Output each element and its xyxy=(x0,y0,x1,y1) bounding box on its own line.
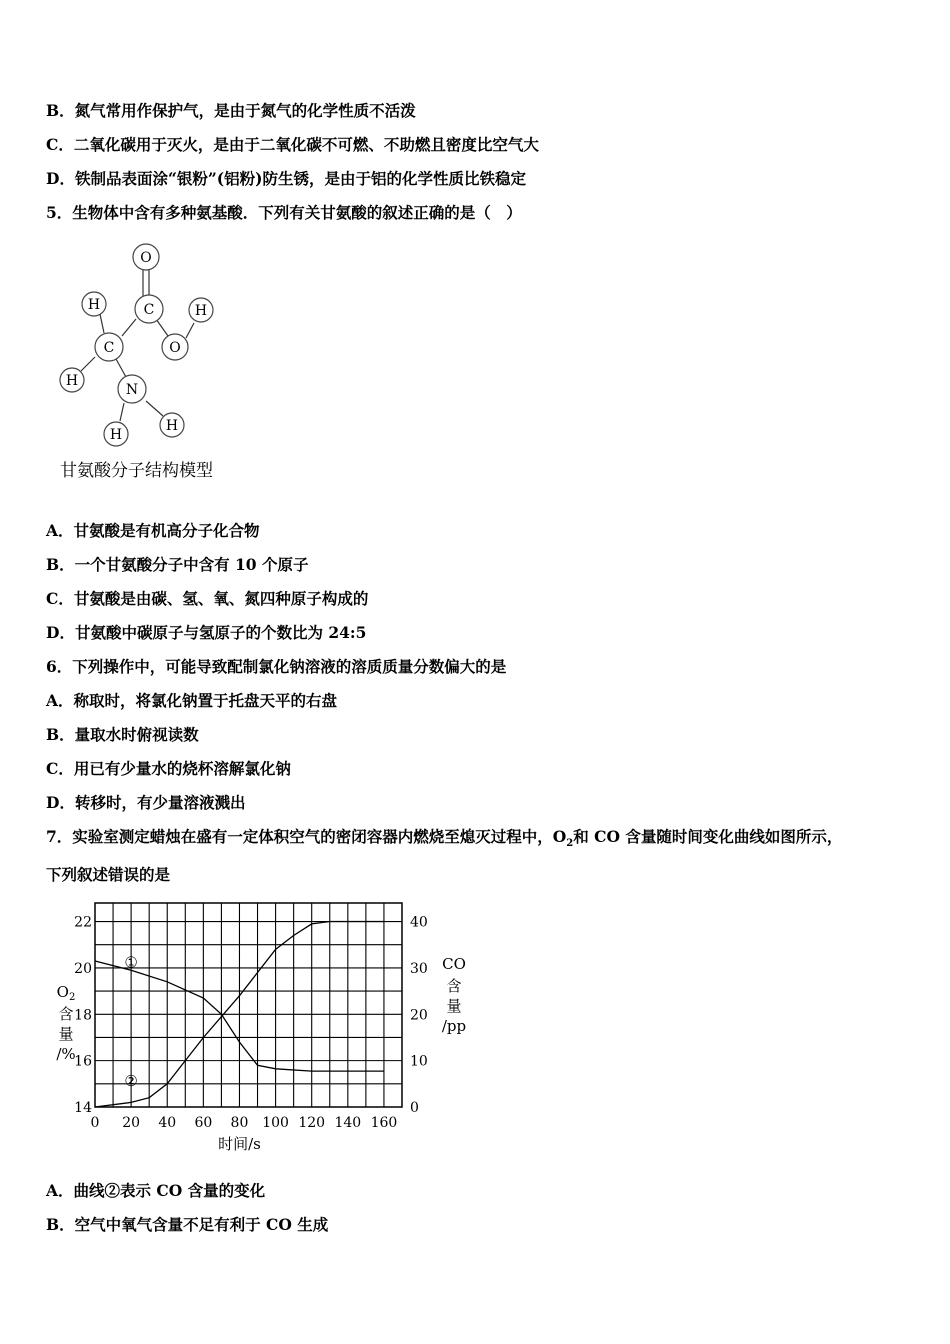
x-tick-label: 80 xyxy=(230,1115,249,1131)
q5-stem: 5．生物体中含有多种氨基酸．下列有关甘氨酸的叙述正确的是（ ） xyxy=(46,203,522,222)
q5-option-c: C．甘氨酸是由碳、氢、氧、氮四种原子构成的 xyxy=(46,589,369,608)
left-axis-label-top: $O_2$ xyxy=(56,983,76,1003)
x-tick-label: 100 xyxy=(262,1115,289,1131)
atom-h-bottom-left: H xyxy=(109,427,123,443)
q6-stem: 6．下列操作中，可能导致配制氯化钠溶液的溶质质量分数偏大的是 xyxy=(46,657,507,676)
right-tick-label: 0 xyxy=(410,1100,419,1116)
q7-option-b: B．空气中氧气含量不足有利于 CO 生成 xyxy=(46,1215,329,1234)
x-tick-label: 120 xyxy=(298,1115,326,1131)
x-tick-label: 20 xyxy=(122,1115,141,1131)
q4-option-c: C．二氧化碳用于灭火，是由于二氧化碳不可燃、不助燃且密度比空气大 xyxy=(46,135,539,154)
o2-co-chart xyxy=(40,895,480,1160)
atom-h-bottom-right: H xyxy=(165,418,179,434)
x-axis-label: 时间/s xyxy=(218,1135,261,1153)
right-axis-label-char: 量 xyxy=(446,997,462,1015)
atom-n: N xyxy=(125,382,139,398)
q6-option-a: A．称取时，将氯化钠置于托盘天平的右盘 xyxy=(46,691,338,710)
left-axis-label-char: 含 xyxy=(58,1005,74,1023)
atom-h-left: H xyxy=(65,373,79,389)
atom-h-left-top: H xyxy=(87,297,101,313)
q6-option-b: B．量取水时俯视读数 xyxy=(46,725,199,744)
left-tick-label: 18 xyxy=(74,1007,92,1024)
left-axis-label-char: 量 xyxy=(58,1025,74,1043)
right-axis-label-char: 含 xyxy=(446,977,462,995)
right-tick-label: 40 xyxy=(410,914,428,931)
q4-option-b: B．氮气常用作保护气，是由于氮气的化学性质不活泼 xyxy=(46,101,416,120)
left-tick-label: 16 xyxy=(74,1053,92,1070)
x-tick-label: 160 xyxy=(370,1115,398,1131)
q6-option-c: C．用已有少量水的烧杯溶解氯化钠 xyxy=(46,759,291,778)
glycine-molecule-diagram xyxy=(50,240,230,455)
left-tick-label: 22 xyxy=(74,914,92,931)
series-marker-co: ② xyxy=(124,1072,138,1091)
left-axis-label-char: /% xyxy=(56,1045,76,1063)
left-tick-label: 20 xyxy=(74,960,92,977)
x-tick-label: 0 xyxy=(90,1115,100,1131)
q5-option-b: B．一个甘氨酸分子中含有 10 个原子 xyxy=(46,555,309,574)
molecule-caption: 甘氨酸分子结构模型 xyxy=(60,461,213,481)
right-tick-label: 10 xyxy=(410,1053,428,1070)
x-tick-label: 40 xyxy=(158,1115,177,1131)
series-marker-o2: ① xyxy=(124,953,138,972)
atom-c1: C xyxy=(143,302,155,318)
x-tick-label: 140 xyxy=(334,1115,362,1131)
q5-option-a: A．甘氨酸是有机高分子化合物 xyxy=(46,521,260,540)
q5-option-d: D．甘氨酸中碳原子与氢原子的个数比为 24:5 xyxy=(46,623,367,642)
atom-h-right: H xyxy=(194,303,208,319)
right-axis-label-top: CO xyxy=(442,955,466,973)
right-axis-label-char: /pp xyxy=(441,1017,467,1035)
x-tick-label: 60 xyxy=(194,1115,213,1131)
left-tick-label: 14 xyxy=(74,1100,92,1116)
q7-stem: 7．实验室测定蜡烛在盛有一定体积空气的密闭容器内燃烧至熄灭过程中，$O_2$和 CO 含量随时间变化曲线如图所示， xyxy=(46,827,843,850)
q7-stem-line2: 下列叙述错误的是 xyxy=(46,865,171,884)
q6-option-d: D．转移时，有少量溶液溅出 xyxy=(46,793,246,812)
right-tick-label: 20 xyxy=(410,1007,428,1024)
atom-o-mid: O xyxy=(169,340,181,356)
q7-option-a: A．曲线②表示 CO 含量的变化 xyxy=(46,1181,266,1200)
q4-option-d: D．铁制品表面涂“银粉”(铝粉)防生锈，是由于铝的化学性质比铁稳定 xyxy=(46,169,526,188)
chart-frame xyxy=(95,903,402,1107)
atom-c2: C xyxy=(103,340,115,356)
atom-o-top: O xyxy=(140,250,152,266)
right-tick-label: 30 xyxy=(410,960,428,977)
